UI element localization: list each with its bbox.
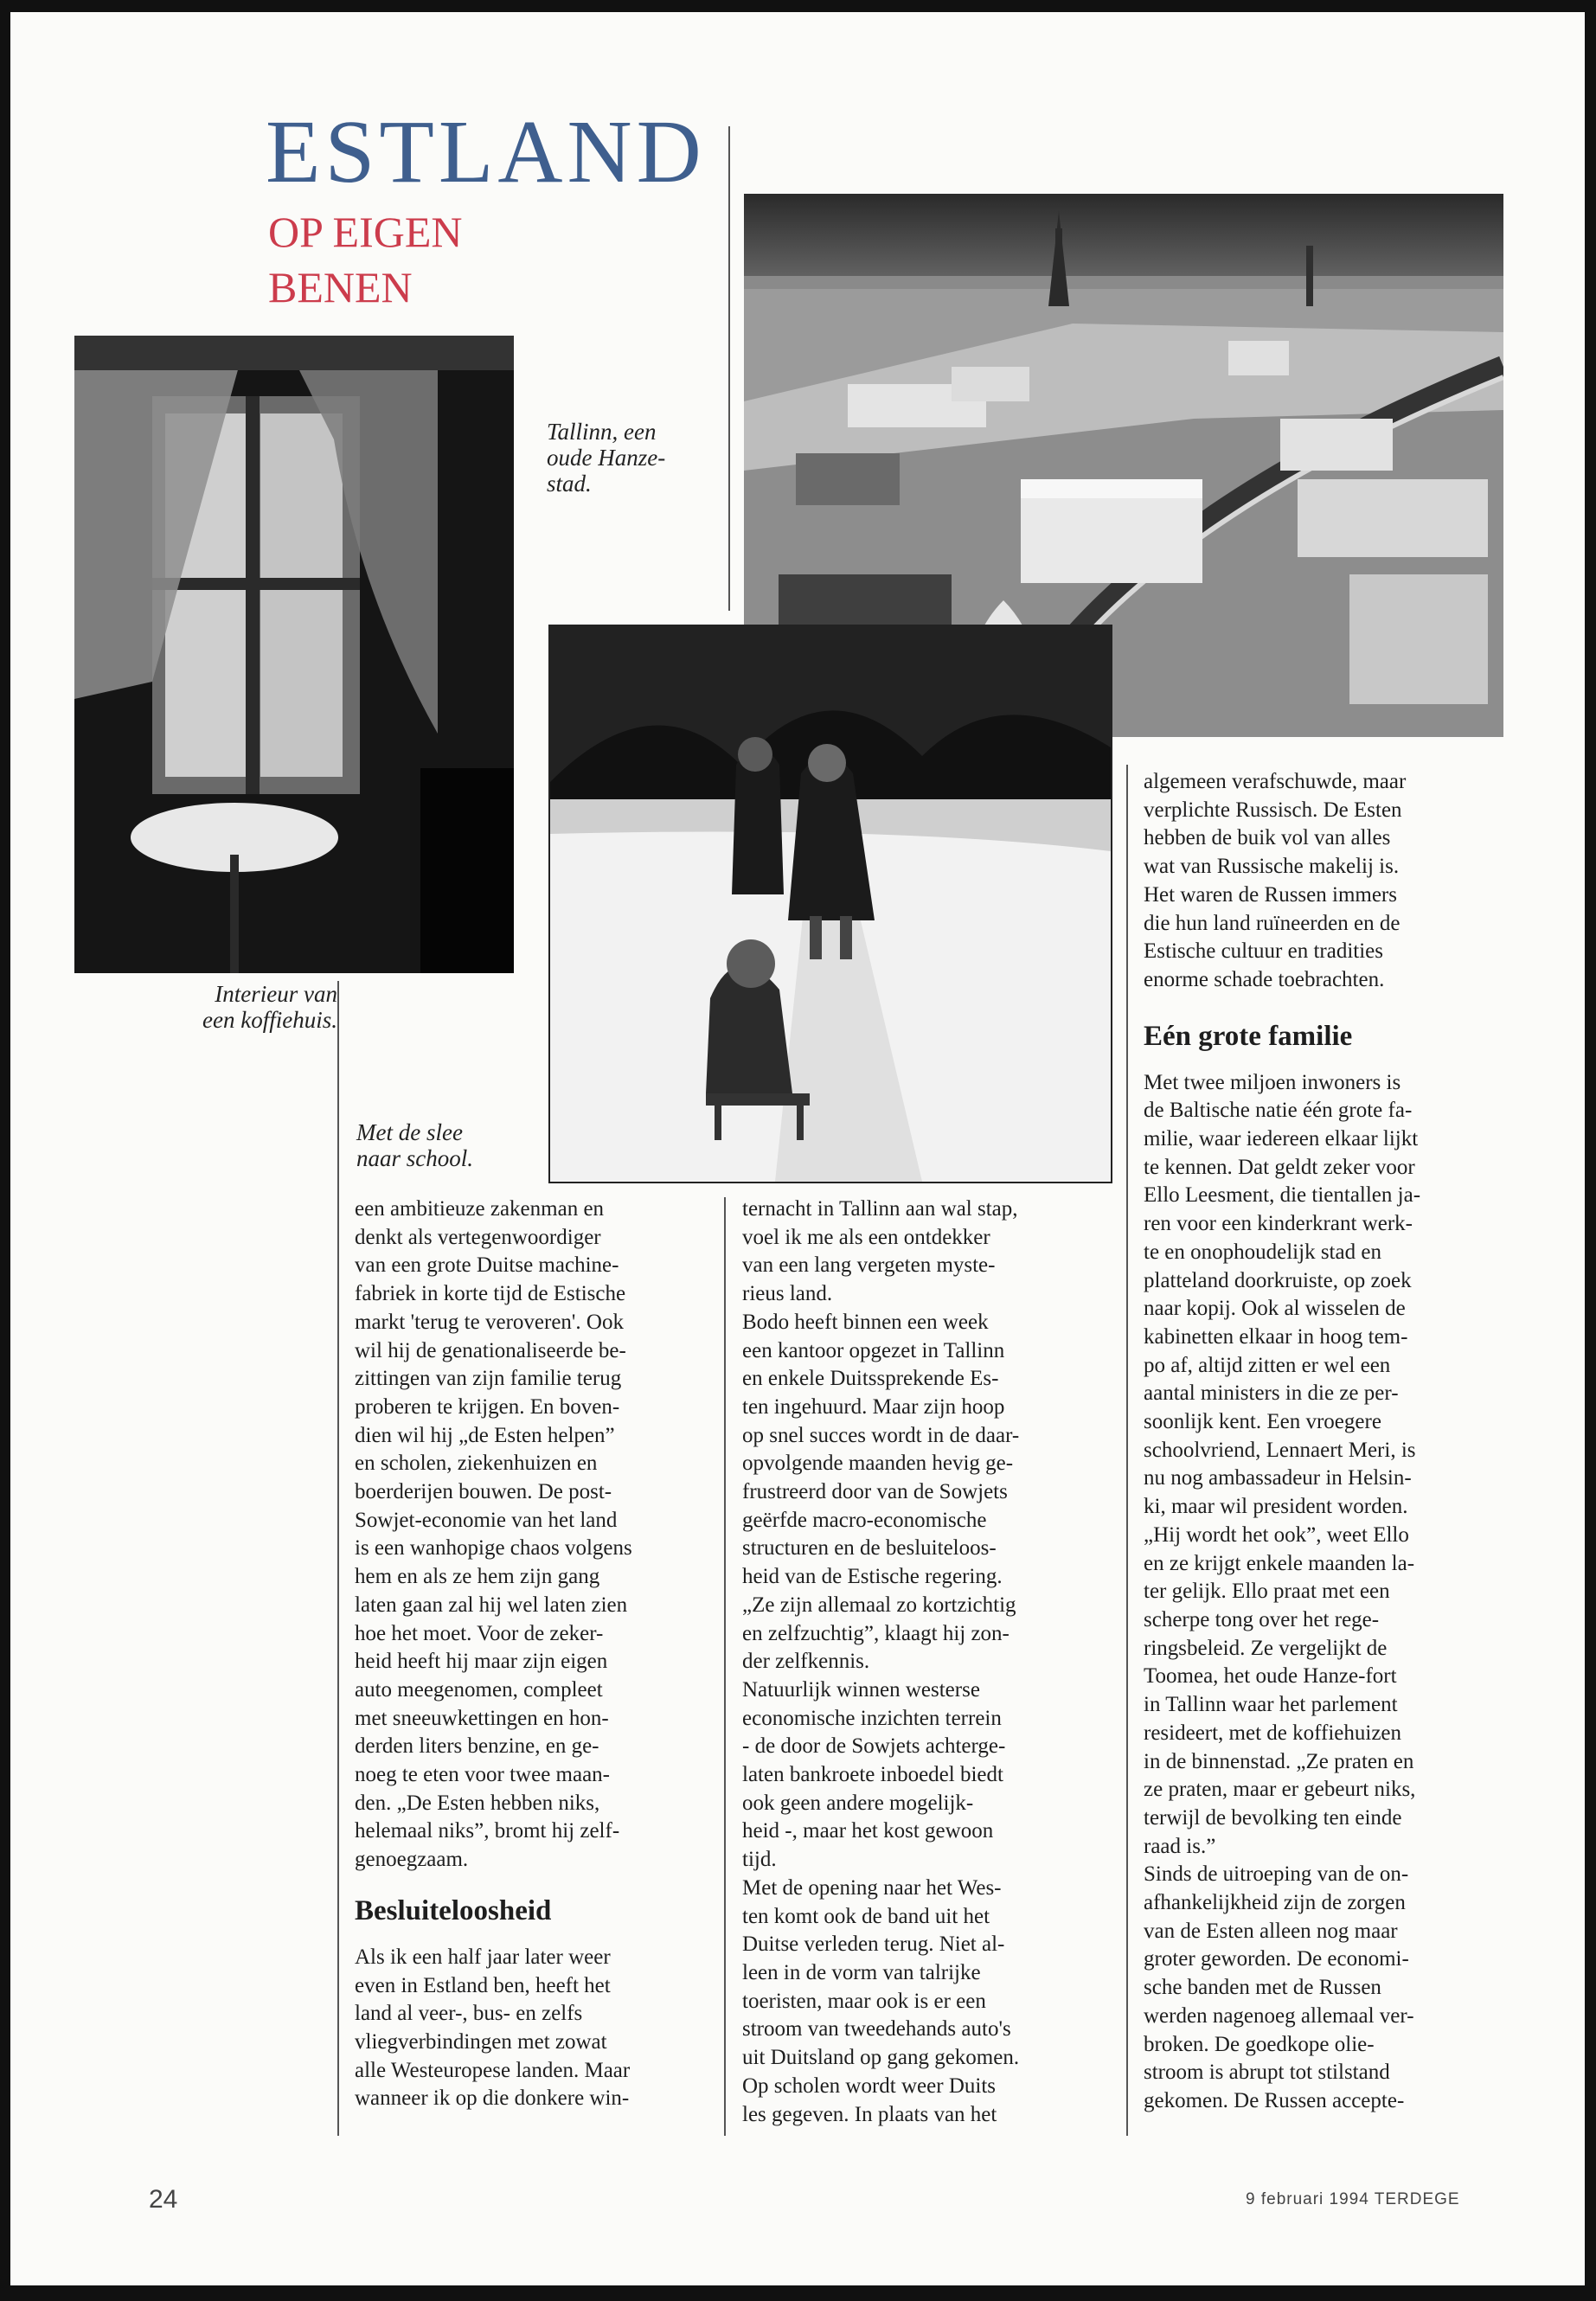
subtitle-line-1: OP EIGEN xyxy=(268,208,463,256)
issue-info: 9 februari 1994 TERDEGE xyxy=(1246,2190,1460,2208)
col1-paragraph: Als ik een half jaar later weer even in Estland ben, heeft het land al veer-, bus- en zelfs vliegverbindingen met zowat alle Westeuropese landen. Maar wanneer ik op die donkere win- xyxy=(355,1945,631,2111)
column-divider-1 xyxy=(337,981,339,2136)
col2-paragraph: ternacht in Tallinn aan wal stap, voel ik me als een ontdekker van een lang vergeten myste- rieus land. xyxy=(742,1197,1018,1306)
caption-tallinn: Tallinn, een oude Hanze- stad. xyxy=(547,419,666,497)
text-column-3 xyxy=(1144,768,1516,2116)
section-heading-besluiteloosheid: Besluiteloosheid xyxy=(355,1894,552,1926)
magazine-page xyxy=(10,12,1585,2285)
caption-sled: Met de slee naar school. xyxy=(356,1119,473,1171)
col3-paragraph: algemeen verafschuwde, maar verplichte Russisch. De Esten hebben de buik vol van alles wat van Russische makelij is. Het waren de Russen immers die hun land ruïneerden en de Estische cultuur en tradities enorme schade toebrachten. xyxy=(1144,770,1407,991)
text-column-1 xyxy=(355,1195,718,2113)
coffeehouse-interior-photo xyxy=(74,336,514,973)
col3-paragraph: Met twee miljoen inwoners is de Baltische natie één grote fa- milie, waar iedereen elkaar lijkt te kennen. Dat geldt zeker voor Ello Leesment, die tientallen ja- ren voor een kinderkrant werk- te en onophoudelijk stad en platteland doorkruiste, op zoek naar kopij. Ook al wisselen de kabinetten elkaar in hoog tem- po af, altijd zitten er wel een aantal ministers in die ze per- soonlijk kent. Een vroegere schoolvriend, Lennaert Meri, is nu nog ambassadeur in Helsin- ki, maar wil president worden. „Hij wordt het ook”, weet Ello en ze krijgt enkele maanden la- ter gelijk. Ello praat met een scherpe tong over het rege- ringsbeleid. Ze vergelijkt de Toomea, het oude Hanze-fort in Tallinn waar het parlement resideert, met de koffiehuizen in de binnenstad. „Ze praten en ze praten, maar er gebeurt niks, terwijl de bevolking ten einde raad is.” xyxy=(1144,1070,1421,1858)
col2-paragraph: Met de opening naar het Wes- ten komt ook de band uit het Duitse verleden terug. Niet al- leen in de vorm van talrijke toeristen, maar ook is er een stroom van tweedehands auto's uit Duitsland op gang gekomen. Op scholen wordt weer Duits les gegeven. In plaats van het xyxy=(742,1875,1020,2126)
col3-paragraph: Sinds de uitroeping van de on- afhankelijkheid zijn de zorgen van de Esten alleen nog maar groter geworden. De economi- sche banden met de Russen werden nagenoeg allemaal ver- broken. De goedkope olie- stroom is abrupt tot stilstand gekomen. De Russen accepte- xyxy=(1144,1862,1414,2112)
article-subtitle xyxy=(268,204,463,315)
column-divider-2 xyxy=(724,1197,726,2136)
sled-children-photo xyxy=(548,625,1112,1183)
caption-interior: Interieur van een koffiehuis. xyxy=(202,981,337,1033)
col2-paragraph: Natuurlijk winnen westerse economische inzichten terrein - de door de Sowjets achterge- laten bankroete inboedel biedt ook geen andere mogelijk- heid -, maar het kost gewoon tijd. xyxy=(742,1677,1006,1872)
col1-paragraph: een ambitieuze zakenman en denkt als vertegenwoordiger van een grote Duitse machine- fabriek in korte tijd de Estische markt 'terug te veroveren'. Ook wil hij de genationaliseerde be- zittingen van zijn familie terug proberen te krijgen. En boven- dien wil hij „de Esten helpen” en scholen, ziekenhuizen en boerderijen bouwen. De post- Sowjet-economie van het land is een wanhopige chaos volgens hem en als ze hem zijn gang laten gaan zal hij wel laten zien hoe het moet. Voor de zeker- heid heeft hij maar zijn eigen auto meegenomen, compleet met sneeuwkettingen en hon- derden liters benzine, en ge- noeg te eten voor twee maan- den. „De Esten hebben niks, helemaal niks”, bromt hij zelf- genoegzaam. xyxy=(355,1197,632,1872)
col2-paragraph: Bodo heeft binnen een week een kantoor opgezet in Tallinn en enkele Duitssprekende Es- ten ingehuurd. Maar zijn hoop op snel succes wordt in de daar- opvolgende maanden hevig ge- frustreerd door van de Sowjets geërfde macro-economische structuren en de besluiteloos- heid van de Estische regering. „Ze zijn allemaal zo kortzichtig en zelfzuchtig”, klaagt hij zon- der zelfkennis. xyxy=(742,1310,1020,1674)
column-divider-3 xyxy=(1126,765,1128,2136)
page-number: 24 xyxy=(149,2185,178,2214)
section-heading-een-grote-familie: Eén grote familie xyxy=(1144,1020,1353,1052)
subtitle-line-2: BENEN xyxy=(268,263,413,311)
text-column-2 xyxy=(742,1195,1114,2129)
title-divider xyxy=(728,126,730,611)
article-title: ESTLAND xyxy=(266,102,706,202)
